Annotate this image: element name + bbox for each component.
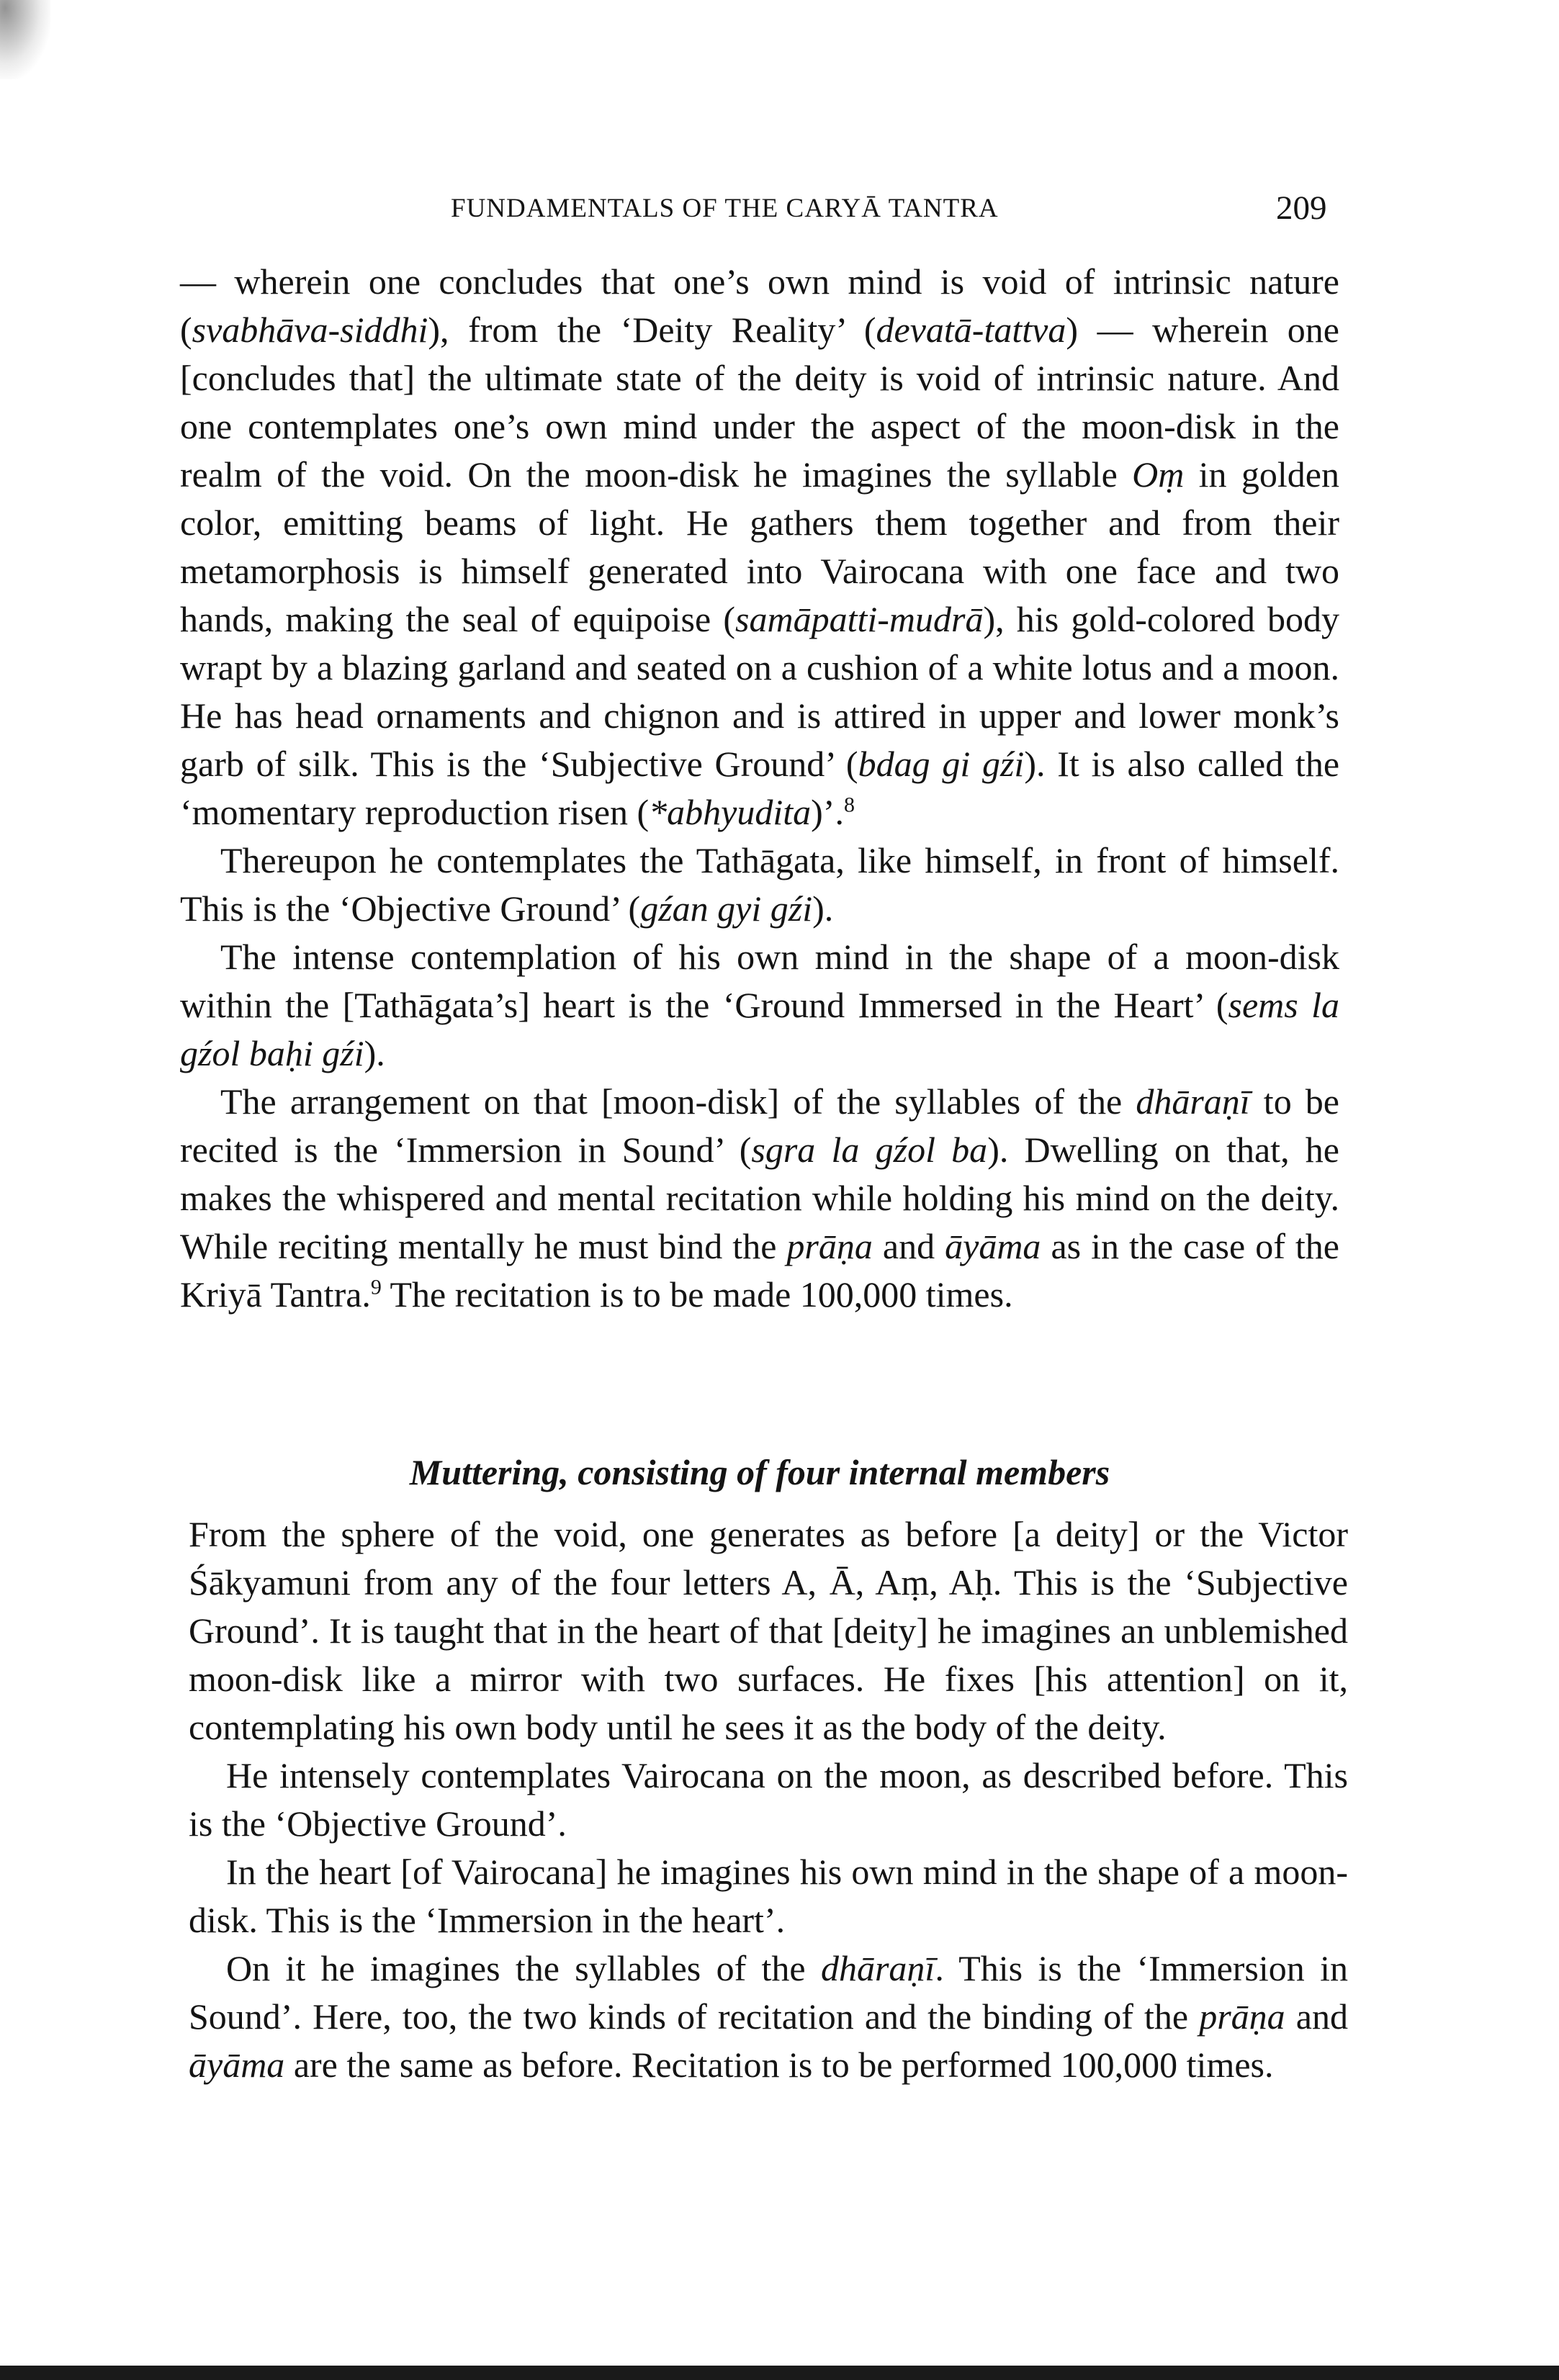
running-head: FUNDAMENTALS OF THE CARYĀ TANTRA xyxy=(451,194,999,223)
footnote-ref-9: 9 xyxy=(370,1275,382,1299)
paragraph-7: In the heart [of Vairocana] he imagines his own mind in the shape of a moon-disk. This is the ‘Immersion in the heart’. xyxy=(189,1852,1348,1940)
paragraph-1: — wherein one concludes that one’s own mind is void of intrinsic nature (svabhāva-siddhi), from the ‘Deity Reality’ (devatā-tattva) — wherein one [concludes that] the ultimate state of the deity is void of intrinsic nature. And one contemplates one’s own mind under the aspect of the moon-disk in the realm of the void. On the moon-disk he imagines the syllable Oṃ in golden color, emitting beams of light. He gathers them together and from their metamorphosis is himself generated into Vairocana with one face and two hands, making the seal of equipoise (samāpatti-mudrā), his gold-colored body wrapt by a blazing garland and seated on a cushion of a white lotus and a moon. He has head ornaments and chignon and is attired in upper and lower monk’s garb of silk. This is the ‘Subjective Ground’ (bdag gi gźi). It is also called the ‘momentary reproduction risen (*abhyudita)’.$^8$ xyxy=(180,261,1340,832)
section-heading: Muttering, consisting of four internal members xyxy=(409,1452,1110,1492)
paragraph-8: On it he imagines the syllables of the dhāraṇī. This is the ‘Immersion in Sound’. Here, too, the two kinds of recitation and the binding of the prāṇa and āyāma are the same as before. Recitation is to be performed 100,000 times. xyxy=(189,1948,1348,2085)
paragraph-3: The intense contemplation of his own mind in the shape of a moon-disk within the [Tathāgata’s] heart is the ‘Ground Immersed in the Heart’ (sems la gźol baḥi gźi). xyxy=(180,937,1339,1073)
scan-corner-smudge xyxy=(0,0,50,79)
section-2-body xyxy=(189,1510,1348,2089)
paragraph-4: The arrangement on that [moon-disk] of the syllables of the dhāraṇī to be recited is the ‘Immersion in Sound’ (sgra la gźol ba). Dwelling on that, he makes the whispered and mental recitation while holding his mind on the deity. While reciting mentally he must bind the prāṇa and āyāma as in the case of the Kriyā Tantra.$^9$ The recitation is to be made 100,000 times. xyxy=(180,1081,1339,1315)
paragraph-5: From the sphere of the void, one generates as before [a deity] or the Victor Śākyamuni from any of the four letters A, Ā, Aṃ, Aḥ. This is the ‘Subjective Ground’. It is taught that in the heart of that [deity] he imagines an unblemished moon-disk like a mirror with two surfaces. He fixes [his attention] on it, contemplating his own body until he sees it as the body of the deity. xyxy=(189,1514,1348,1747)
paragraph-2: Thereupon he contemplates the Tathāgata, like himself, in front of himself. This is the ‘Objective Ground’ (gźan gyi gźi). xyxy=(180,840,1339,929)
paragraph-6: He intensely contemplates Vairocana on the moon, as described before. This is the ‘Objective Ground’. xyxy=(189,1755,1348,1844)
scan-bottom-edge xyxy=(0,2366,1559,2380)
section-1-body xyxy=(180,258,1339,1319)
page-number: 209 xyxy=(1276,189,1327,227)
footnote-ref-8: 8 xyxy=(843,793,855,817)
